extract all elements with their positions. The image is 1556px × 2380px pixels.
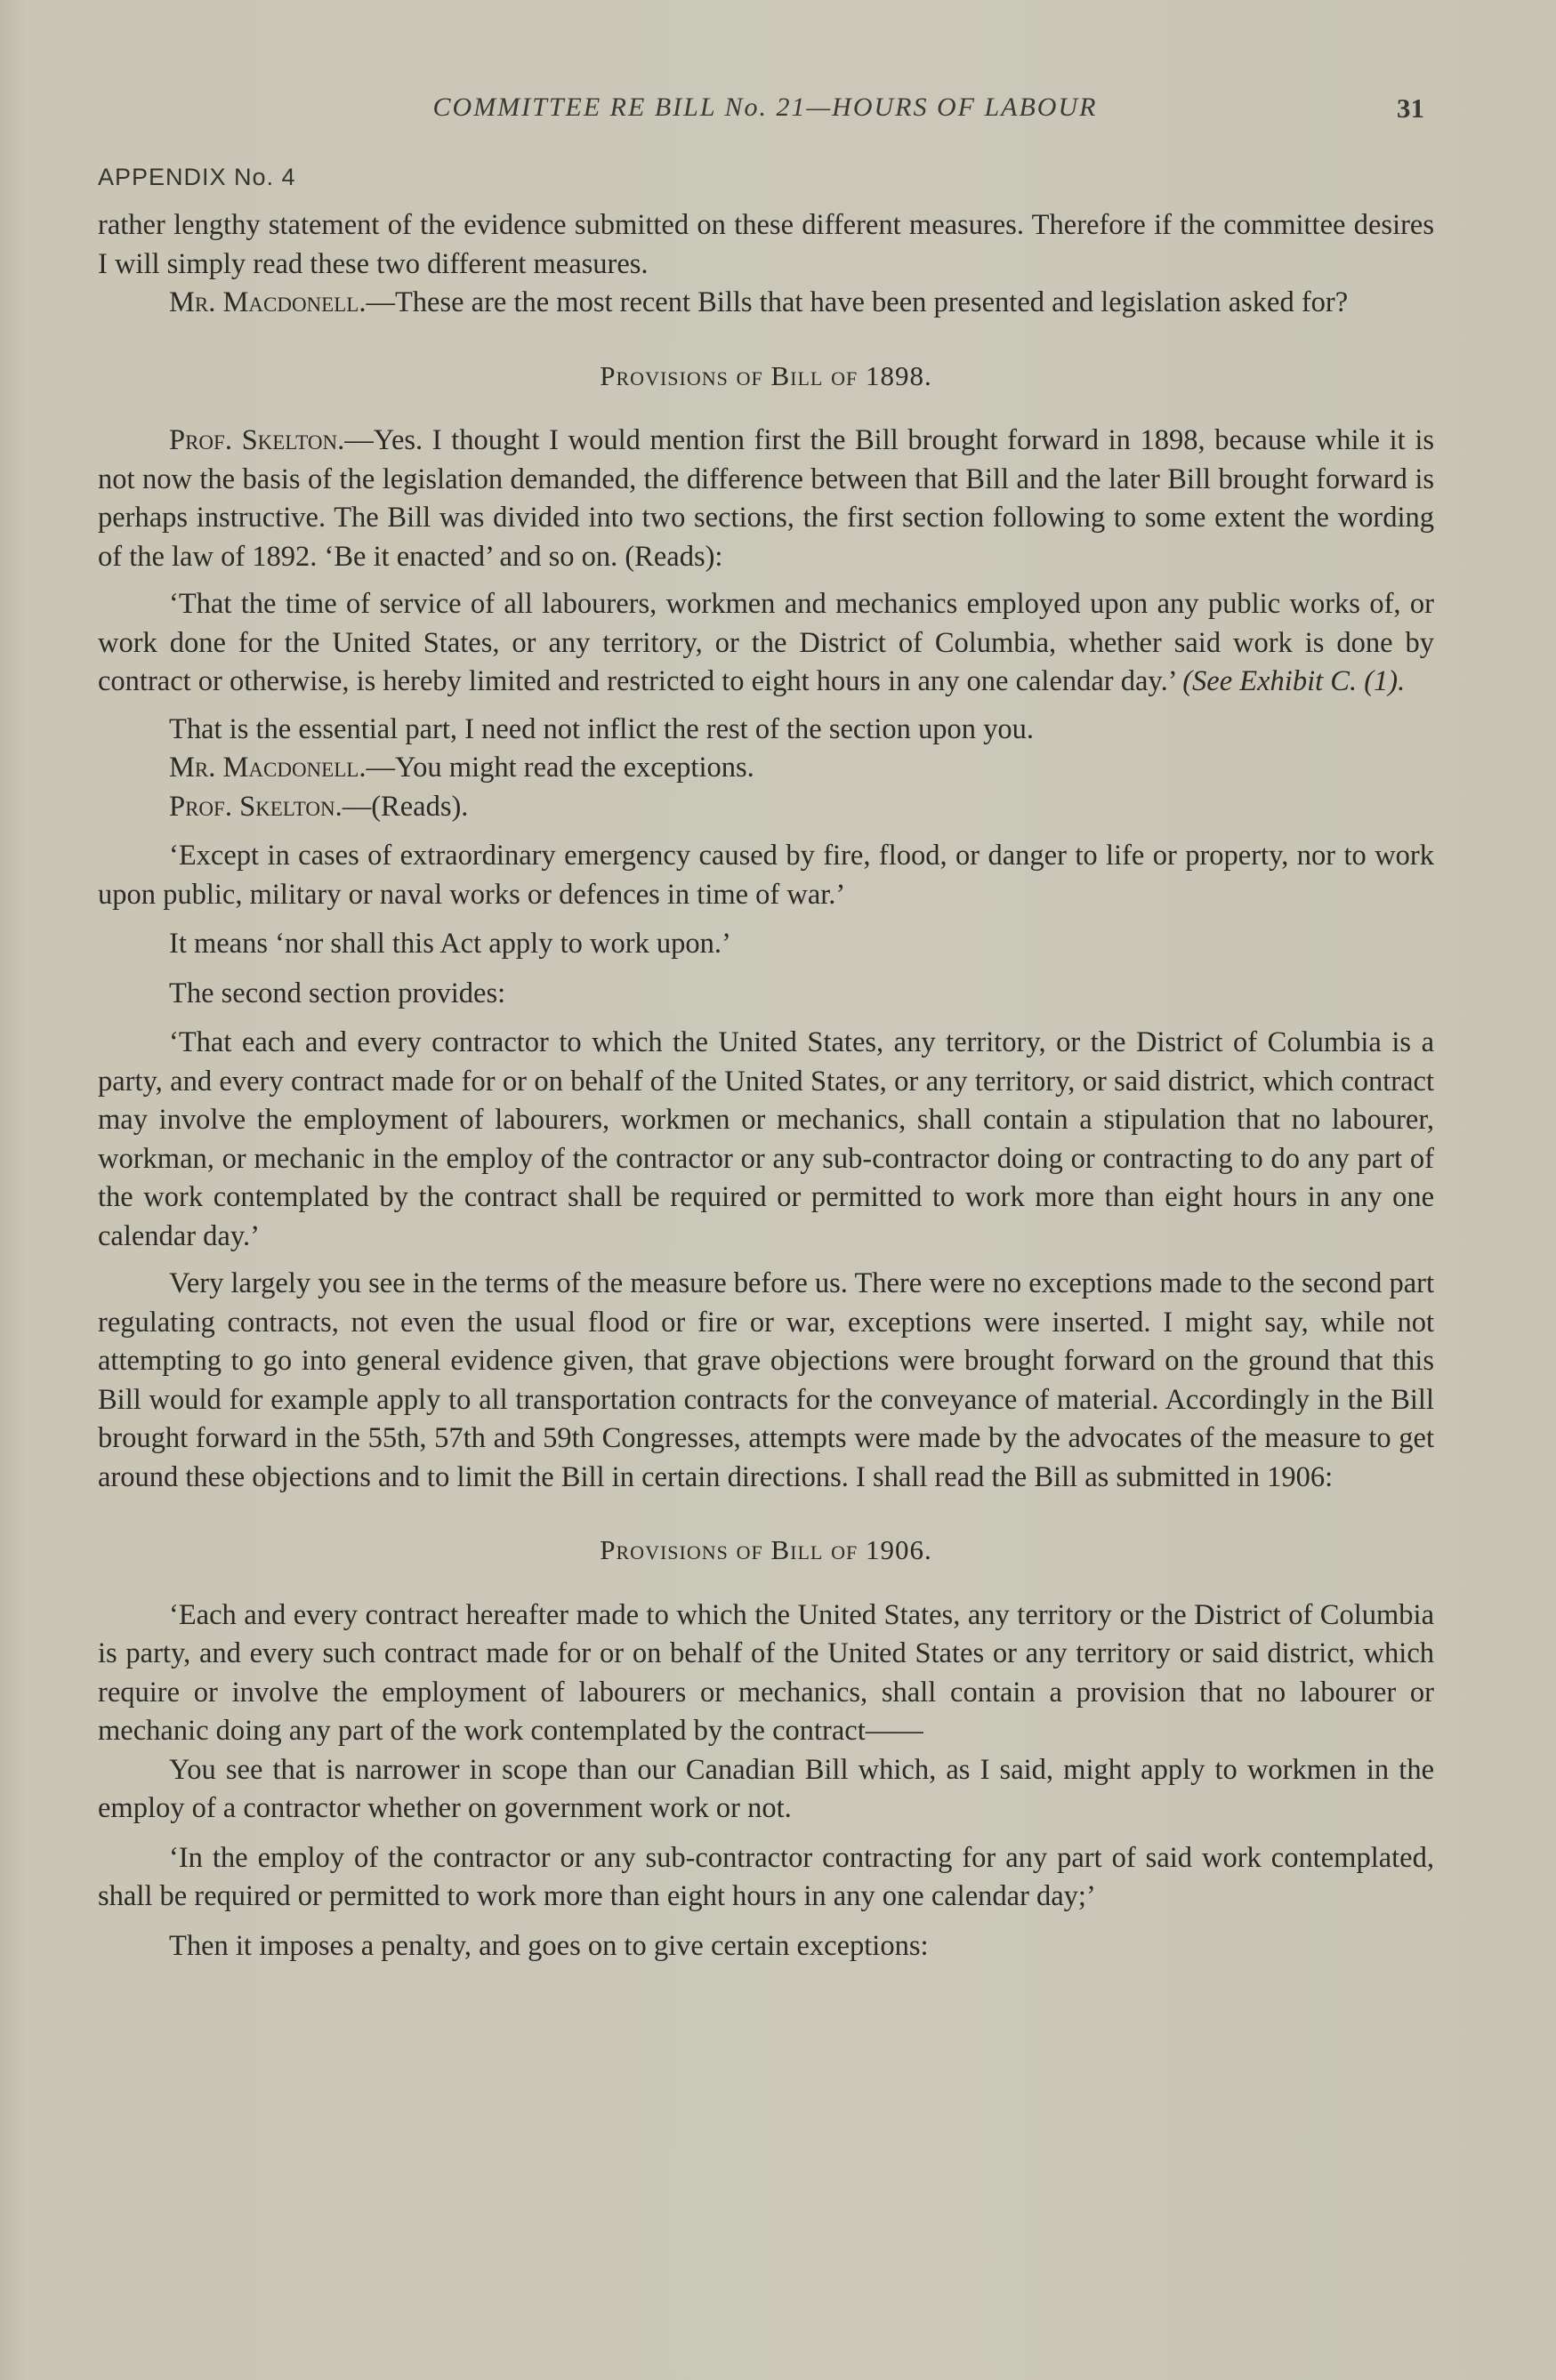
paragraph: It means ‘nor shall this Act apply to work upon.’ [169, 928, 731, 960]
section-heading: Provisions of Bill of 1898. [600, 359, 932, 391]
quoted-passage [98, 585, 1434, 702]
paragraph: rather lengthy statement of the evidence submitted on these different measures. Therefore if the committee desires I will simply read these two different measures. [98, 209, 1434, 280]
speaker-name: Prof. Skelton. [169, 790, 343, 823]
body-text [98, 206, 1434, 1966]
quoted-passage: ‘That each and every contractor to which the United States, any territory, or the District of Columbia is a party, and every contract made for or on behalf of the United States, or any territory, or said district, which contract may involve the employment of labourers, workmen or mechanics, shall contain a stipulation that no labourer, workman, or mechanic in the employ of the contractor or any sub-contractor doing or contracting to do any part of the work contemplated by the contract shall be required or permitted to work more than eight hours in any one calendar day.’ [98, 1026, 1434, 1252]
paragraph: Very largely you see in the terms of the measure before us. There were no exceptions made to the second part regulating contracts, not even the usual flood or fire or war, exceptions were inserted. I might say, while not attempting to go into general evidence given, that grave objections were brought forward on the ground that this Bill would for example apply to all transportation contracts for the conveyance of material. Accordingly in the Bill brought forward in the 55th, 57th and 59th Congresses, attempts were made by the advocates of the measure to get around these objections and to limit the Bill in certain directions. I shall read the Bill as submitted in 1906: [98, 1267, 1434, 1493]
quoted-passage: ‘Each and every contract hereafter made to which the United States, any territory or the District of Columbia is party, and every such contract made for or on behalf of the United States or any territory or said district, which require or involve the employment of labourers or mechanics, shall contain a provision that no labourer or mechanic doing any part of the work contemplated by the contract—— [98, 1598, 1434, 1747]
paragraph [98, 749, 1434, 788]
paragraph: That is the essential part, I need not inflict the rest of the section upon you. [169, 712, 1035, 745]
paragraph: You see that is narrower in scope than our Canadian Bill which, as I said, might apply to workmen in the employ of a contractor whether on government work or not. [98, 1753, 1434, 1824]
speaker-name: Mr. Macdonell. [169, 286, 367, 318]
quoted-passage: ‘Except in cases of extraordinary emergency caused by fire, flood, or danger to life or property, nor to work upon public, military or naval works or defences in time of war.’ [98, 840, 1434, 911]
speaker-name: Mr. Macdonell. [169, 752, 367, 784]
paragraph [98, 284, 1434, 323]
exhibit-reference: (See Exhibit C. (1). [1182, 665, 1406, 697]
page-header [0, 92, 1556, 128]
speech-text: —You might read the exceptions. [366, 752, 754, 784]
speaker-name: Prof. Skelton. [169, 424, 345, 456]
speech-text: —Yes. I thought I would mention first the Bill brought forward in 1898, because while it is not now the basis of the legislation demanded, the difference between that Bill and the later Bill brought forward is perhaps instructive. The Bill was divided into two sections, the first section following to some extent the wording of the law of 1892. ‘Be it enacted’ and so on. (Reads): [98, 424, 1434, 573]
section-heading: Provisions of Bill of 1906. [600, 1534, 932, 1565]
speech-text: —These are the most recent Bills that have been presented and legislation asked for? [366, 286, 1349, 318]
quoted-passage: ‘In the employ of the contractor or any sub-contractor contracting for any part of said work contemplated, shall be required or permitted to work more than eight hours in any one calendar day;’ [98, 1841, 1434, 1912]
running-title: COMMITTEE RE BILL No. 21—HOURS OF LABOUR [432, 92, 1098, 122]
page-number: 31 [1397, 92, 1424, 124]
speech-text: —(Reads). [342, 790, 469, 823]
paragraph: The second section provides: [169, 977, 506, 1009]
paragraph [98, 422, 1434, 576]
paragraph [98, 788, 1434, 827]
appendix-label: APPENDIX No. 4 [98, 164, 296, 190]
quote-text: ‘That the time of service of all labourers, workmen and mechanics employed upon any public works of, or work done for the United States, or any territory, or the District of Columbia, whether said work is done by contract or otherwise, is hereby limited and restricted to eight hours in any one calendar day.’ [98, 588, 1434, 697]
paragraph: Then it imposes a penalty, and goes on to give certain exceptions: [169, 1929, 929, 1962]
